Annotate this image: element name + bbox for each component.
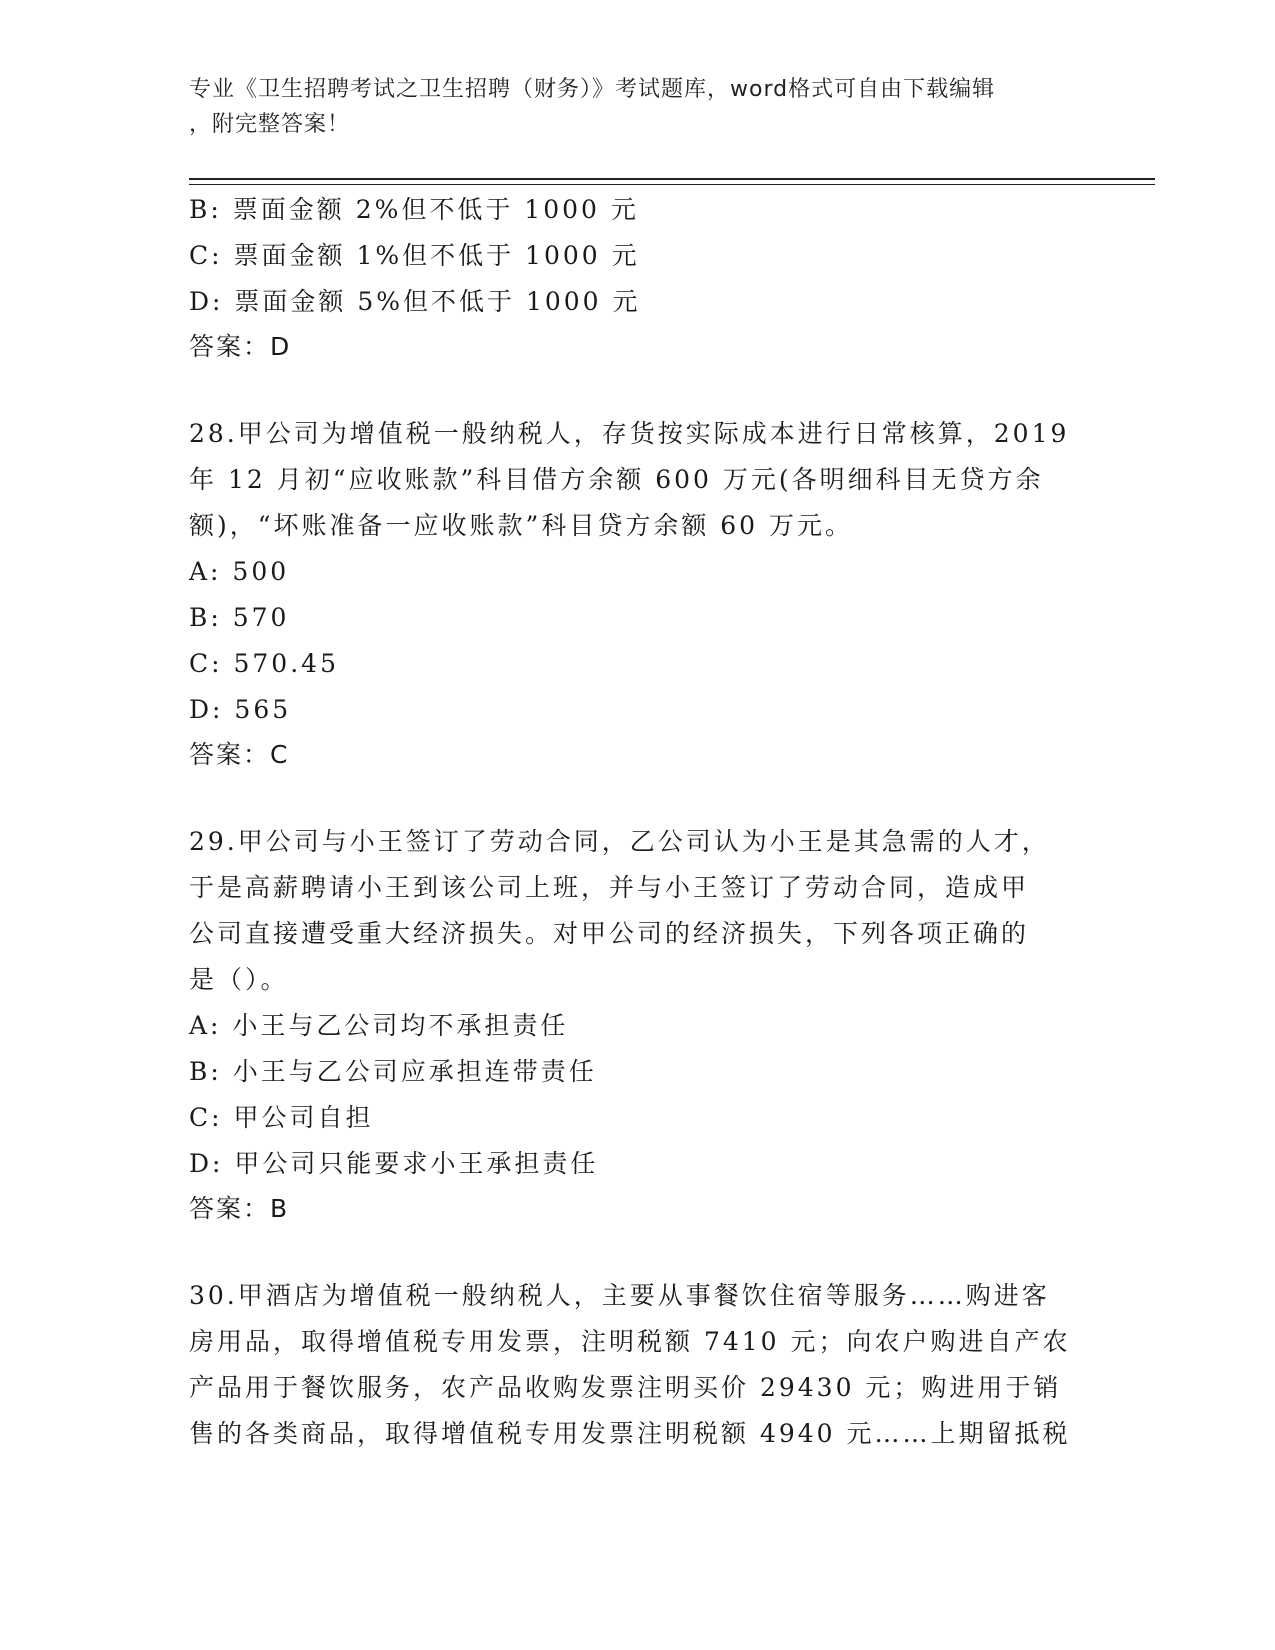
question-stem-line: 是（）。 xyxy=(189,965,289,994)
question-28 xyxy=(189,411,1089,777)
header-line-2: ，附完整答案！ xyxy=(189,112,351,137)
header-divider-thick xyxy=(189,178,1155,180)
option-c: C: 570.45 xyxy=(189,649,339,678)
document-header xyxy=(189,72,1069,142)
option-b: B: 570 xyxy=(189,603,290,632)
option-b: B: 小王与乙公司应承担连带责任 xyxy=(189,1057,597,1086)
question-stem-line: 28.甲公司为增值税一般纳税人，存货按实际成本进行日常核算，2019 xyxy=(189,419,1070,448)
question-stem-line: 于是高薪聘请小王到该公司上班，并与小王签订了劳动合同，造成甲 xyxy=(189,873,1030,902)
question-stem-line: 额)，“坏账准备一应收账款”科目贷方余额 60 万元。 xyxy=(189,511,854,540)
question-30 xyxy=(189,1273,1089,1457)
question-stem-line: 产品用于餐饮服务，农产品收购发票注明买价 29430 元；购进用于销 xyxy=(189,1373,1062,1402)
question-stem-line: 房用品，取得增值税专用发票，注明税额 7410 元；向农户购进自产农 xyxy=(189,1327,1071,1356)
answer-line: 答案：B xyxy=(189,1194,290,1223)
question-content xyxy=(189,187,1089,1457)
question-stem-line: 售的各类商品，取得增值税专用发票注明税额 4940 元……上期留抵税 xyxy=(189,1419,1071,1448)
question-stem-line: 30.甲酒店为增值税一般纳税人，主要从事餐饮住宿等服务……购进客 xyxy=(189,1281,1050,1310)
question-stem-line: 年 12 月初“应收账款”科目借方余额 600 万元(各明细科目无贷方余 xyxy=(189,465,1044,494)
option-a: A: 500 xyxy=(189,557,290,586)
question-stem-line: 29.甲公司与小王签订了劳动合同，乙公司认为小王是其急需的人才， xyxy=(189,827,1050,856)
answer-line: 答案：C xyxy=(189,740,290,769)
option-d: D: 565 xyxy=(189,695,292,724)
option-b: B: 票面金额 2%但不低于 1000 元 xyxy=(189,195,639,224)
header-line-1: 专业《卫生招聘考试之卫生招聘（财务）》考试题库，word格式可自由下载编辑 xyxy=(189,77,996,102)
option-a: A: 小王与乙公司均不承担责任 xyxy=(189,1011,569,1040)
header-divider-thin xyxy=(189,184,1155,185)
option-d: D: 票面金额 5%但不低于 1000 元 xyxy=(189,287,641,316)
question-29 xyxy=(189,819,1089,1231)
question-27 xyxy=(189,187,1089,369)
option-c: C: 票面金额 1%但不低于 1000 元 xyxy=(189,241,640,270)
option-c: C: 甲公司自担 xyxy=(189,1103,374,1132)
question-stem-line: 公司直接遭受重大经济损失。对甲公司的经济损失，下列各项正确的 xyxy=(189,919,1030,948)
option-d: D: 甲公司只能要求小王承担责任 xyxy=(189,1149,599,1178)
answer-line: 答案：D xyxy=(189,332,292,361)
